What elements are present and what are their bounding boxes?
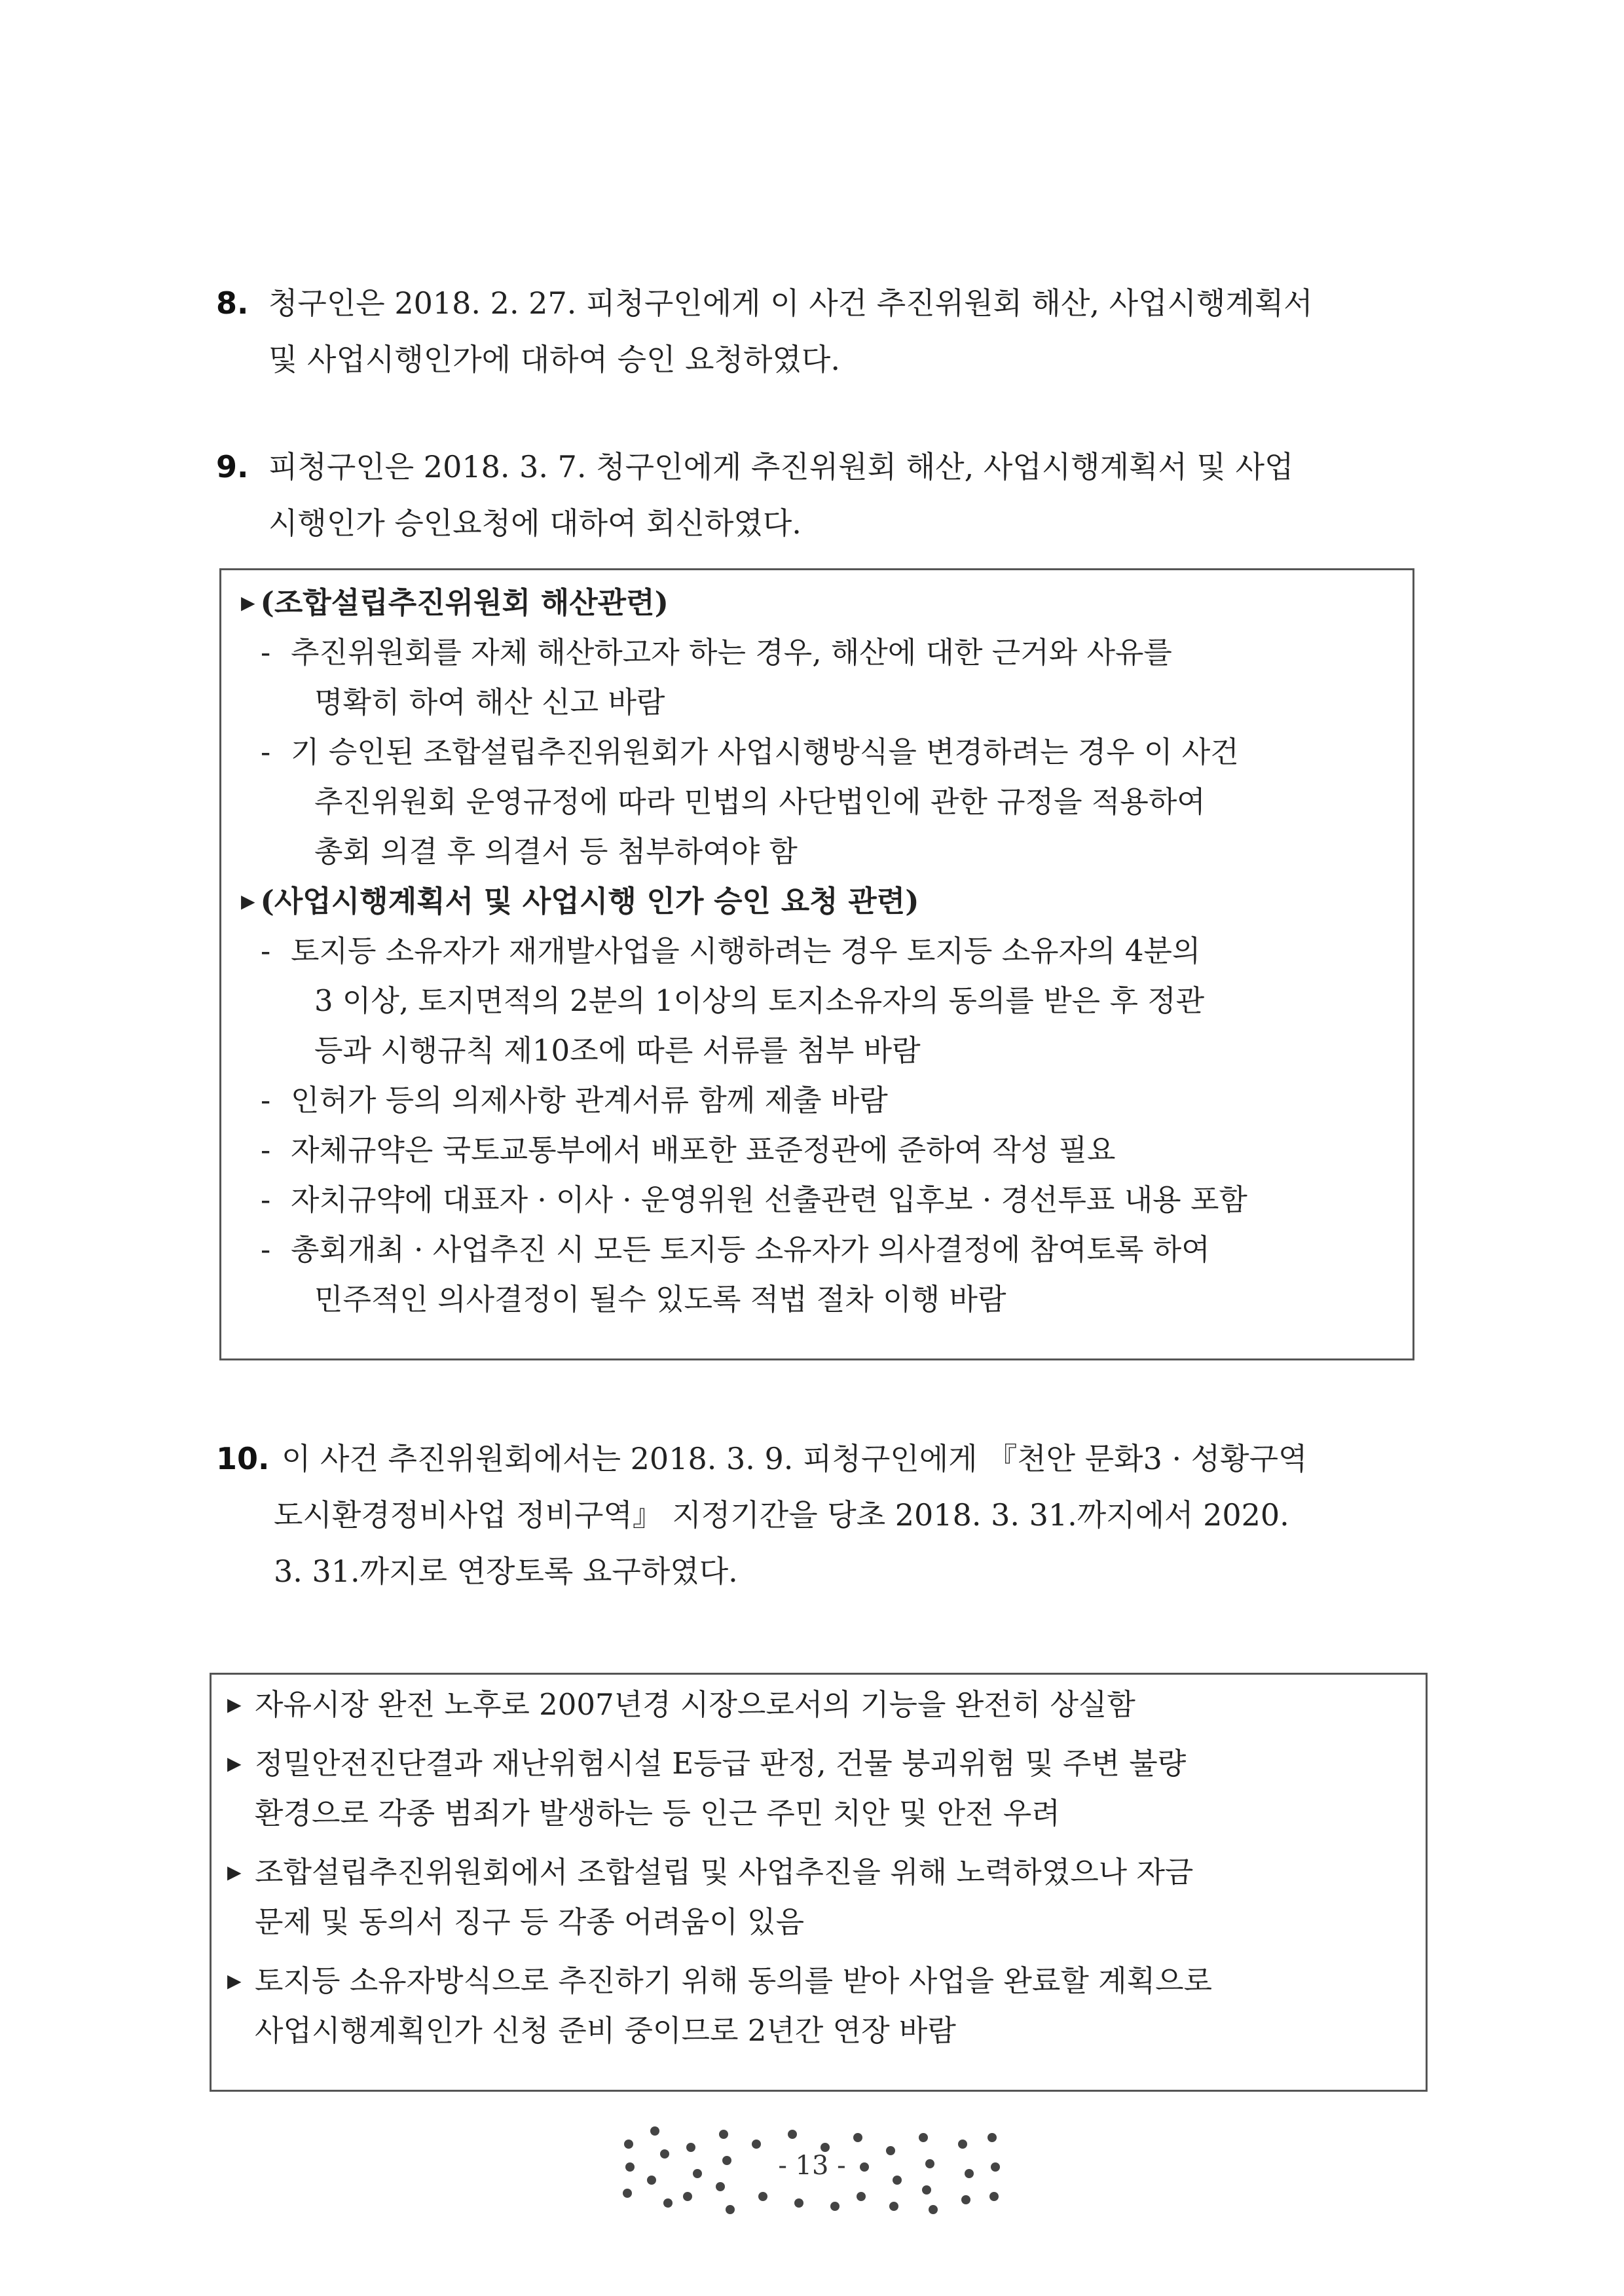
dash-icon: - [261, 934, 271, 968]
list-item-continuation: 총회 의결 후 의결서 등 첨부하여야 함 [314, 834, 798, 869]
dash-icon: - [261, 1133, 271, 1167]
dash-icon: - [261, 1232, 271, 1267]
list-item: - 자치규약에 대표자 · 이사 · 운영위원 선출관련 입후보 · 경선투표 내용 포함 [241, 1175, 1412, 1225]
list-item: ▶ 자유시장 완전 노후로 2007년경 시장으로서의 기능을 완전히 상실함 [212, 1680, 1426, 1730]
list-item-continuation: 3 이상, 토지면적의 2분의 1이상의 토지소유자의 동의를 받은 후 정관 [314, 983, 1205, 1018]
list-item: ▶ 토지등 소유자방식으로 추진하기 위해 동의를 받아 사업을 완료할 계획으로 [212, 1956, 1426, 2006]
list-item: - 총회개최 · 사업추진 시 모든 토지등 소유자가 의사결정에 참여토록 하여 [241, 1225, 1412, 1275]
list-item: - 토지등 소유자가 재개발사업을 시행하려는 경우 토지등 소유자의 4분의 [241, 926, 1412, 976]
paragraph-line: 시행인가 승인요청에 대하여 회신하였다. [268, 505, 802, 541]
list-item: - 기 승인된 조합설립추진위원회가 사업시행방식을 변경하려는 경우 이 사건 [241, 727, 1412, 777]
triangle-right-icon: ▶ [227, 1861, 242, 1883]
triangle-right-icon: ▶ [241, 592, 255, 613]
paragraph-line: 이 사건 추진위원회에서는 2018. 3. 9. 피청구인에게 『천안 문화3 · 성황구역 [282, 1441, 1308, 1476]
list-item: ▶ 정밀안전진단결과 재난위험시설 E등급 판정, 건물 붕괴위험 및 주변 불량 [212, 1739, 1426, 1789]
list-item-continuation: 추진위원회 운영규정에 따라 민법의 사단법인에 관한 규정을 적용하여 [314, 784, 1206, 819]
triangle-right-icon: ▶ [227, 1753, 242, 1774]
section-heading: ▶ (조합설립추진위원회 해산관련) [241, 578, 1412, 628]
list-item-continuation: 명확히 하여 해산 신고 바람 [314, 685, 665, 720]
extension-reasons-box [210, 1673, 1428, 2092]
list-item: - 인허가 등의 의제사항 관계서류 함께 제출 바람 [241, 1076, 1412, 1125]
page-number: - 13 - [778, 2151, 846, 2181]
triangle-right-icon: ▶ [227, 1694, 242, 1715]
dash-icon: - [261, 1083, 271, 1118]
paragraph-line: 청구인은 2018. 2. 27. 피청구인에게 이 사건 추진위원회 해산, 사업시행계획서 [268, 285, 1313, 321]
list-item-continuation: 문제 및 동의서 징구 등 각종 어려움이 있음 [255, 1904, 805, 1939]
list-item: - 추진위원회를 자체 해산하고자 하는 경우, 해산에 대한 근거와 사유를 [241, 628, 1412, 678]
paragraph-9 [216, 439, 1447, 551]
paragraph-line: 도시환경정비사업 정비구역』 지정기간을 당초 2018. 3. 31.까지에서 2020. [274, 1497, 1289, 1533]
list-item-continuation: 등과 시행규칙 제10조에 따른 서류를 첨부 바람 [314, 1033, 921, 1068]
triangle-right-icon: ▶ [227, 1970, 242, 1992]
list-item: ▶ 조합설립추진위원회에서 조합설립 및 사업추진을 위해 노력하였으나 자금 [212, 1848, 1426, 1897]
reply-summary-box [219, 568, 1414, 1360]
list-item-continuation: 민주적인 의사결정이 될수 있도록 적법 절차 이행 바람 [314, 1282, 1006, 1317]
dash-icon: - [261, 635, 271, 670]
triangle-right-icon: ▶ [241, 890, 255, 912]
paragraph-line: 및 사업시행인가에 대하여 승인 요청하였다. [268, 342, 840, 377]
section-heading: ▶ (사업시행계획서 및 사업시행 인가 승인 요청 관련) [241, 877, 1412, 926]
paragraph-number: 10. [216, 1441, 270, 1476]
paragraph-number: 8. [216, 285, 249, 321]
paragraph-number: 9. [216, 449, 249, 484]
dash-icon: - [261, 1182, 271, 1217]
dash-icon: - [261, 735, 271, 769]
paragraph-line: 피청구인은 2018. 3. 7. 청구인에게 추진위원회 해산, 사업시행계획서 및 사업 [268, 449, 1294, 484]
list-item-continuation: 사업시행계획인가 신청 준비 중이므로 2년간 연장 바람 [255, 2013, 956, 2048]
paragraph-8 [216, 275, 1447, 388]
paragraph-10 [216, 1430, 1447, 1599]
paragraph-line: 3. 31.까지로 연장토록 요구하였다. [274, 1554, 738, 1589]
list-item-continuation: 환경으로 각종 범죄가 발생하는 등 인근 주민 치안 및 안전 우려 [255, 1796, 1060, 1831]
list-item: - 자체규약은 국토교통부에서 배포한 표준정관에 준하여 작성 필요 [241, 1125, 1412, 1175]
